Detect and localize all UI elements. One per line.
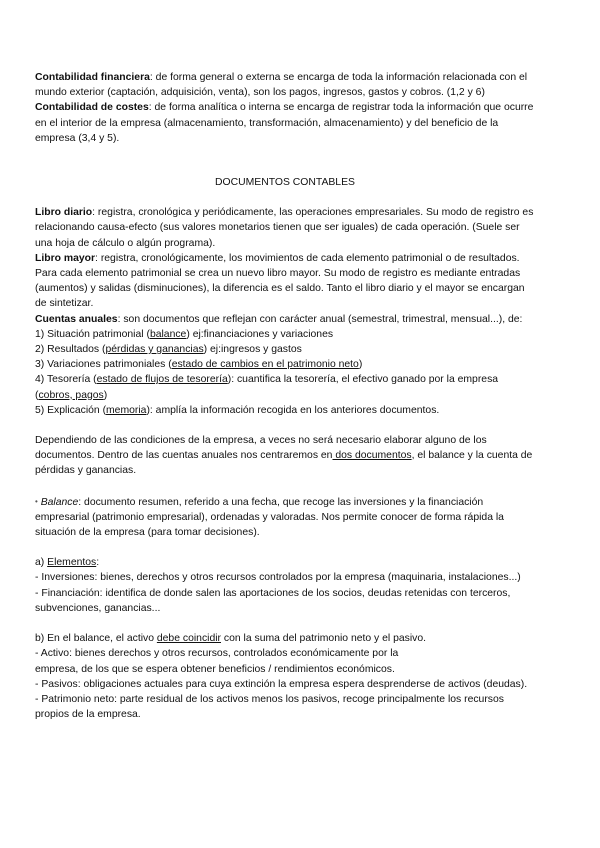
term-libro-mayor: Libro mayor [35, 252, 96, 264]
text-contabilidad-financiera: : de forma general o externa se encarga de toda la información relacionada con el mundo exterior (captación, adquisición, venta), son los pagos, ingresos, gastos y cobros. (1,2 y 6) [35, 72, 528, 99]
link-flujos-tesoreria: estado de flujos de tesorería [96, 374, 228, 386]
text-libro-diario: : registra, cronológica y periódicamente, las operaciones empresariales. Su modo de registro es relacionando causa-efecto (sus valores monetarios tienen que ser iguales) de cada operación. (Suele ser una hoja de cálculo o algún programa). [35, 207, 534, 249]
list-item-resultados: 2) Resultados (pérdidas y ganancias) ej:ingresos y gastos [35, 344, 302, 356]
patrimonio-neto-definition: - Patrimonio neto: parte residual de los activos menos los pasivos, recoge principalmente los recursos propios de la empresa. [35, 693, 504, 721]
text-contabilidad-costes: : de forma analítica o interna se encarga de registrar toda la información que ocurre en el interior de la empresa (almacenamiento, transformación, almacenamiento) y del beneficio de la empresa (3,4 y 5). [35, 102, 534, 144]
link-elementos: Elementos [47, 557, 97, 569]
paragraph-contabilidad-costes [35, 100, 535, 146]
list-item-variaciones-patrimoniales: 3) Variaciones patrimoniales (estado de cambios en el patrimonio neto) [35, 359, 363, 371]
link-debe-coincidir: debe coincidir [156, 633, 221, 645]
link-cobros-pagos: cobros, pagos [38, 389, 104, 401]
bullet-icon: • [35, 496, 38, 506]
paragraph-activo-coincidir: b) En el balance, el activo debe coincidir con la suma del patrimonio neto y el pasivo. [35, 633, 427, 645]
list-item-tesoreria: 4) Tesorería (estado de flujos de tesorería): cuantifica la tesorería, el efectivo ganado por la empresa (cobros, pagos) [35, 374, 499, 401]
paragraph-libro-mayor [35, 251, 535, 312]
term-contabilidad-financiera: Contabilidad financiera [35, 72, 150, 83]
link-memoria: memoria [106, 404, 147, 416]
text-libro-mayor: : registra, cronológicamente, los movimientos de cada elemento patrimonial o de resultados. Para cada elemento patrimonial se crea un nuevo libro mayor. Su modo de registro es mediante entradas (aumentos) y salidas (disminuciones), la diferencia es el saldo. Tanto el libro diario y el mayor se encargan de sintetizar. [35, 252, 525, 310]
link-balance: balance [149, 328, 187, 340]
elementos-heading: a) Elementos: [35, 557, 100, 569]
term-contabilidad-costes: Contabilidad de costes [35, 102, 149, 114]
link-dos-documentos: dos documentos [332, 450, 412, 462]
activo-line-1: - Activo: bienes derechos y otros recursos, controlados económicamente por la [35, 648, 399, 660]
text-balance: : documento resumen, referido a una fecha, que recoge las inversiones y la financiación empresarial (patrimonio empresarial), ordenadas y valoradas. Nos permite conocer de forma rápida la situación de la empresa (para tomar decisiones). [35, 496, 504, 539]
paragraph-cuentas-anuales [35, 312, 535, 327]
term-balance: Balance [40, 496, 79, 508]
activo-line-2: empresa, de los que se espera obtener beneficios / rendimientos económicos. [35, 663, 395, 675]
term-cuentas-anuales: Cuentas anuales [35, 313, 118, 325]
paragraph-balance [35, 494, 535, 541]
list-item-explicacion: 5) Explicación (memoria): amplía la información recogida en los anteriores documentos. [35, 404, 440, 416]
text-cuentas-anuales: : son documentos que reflejan con carácter anual (semestral, trimestral, mensual...), de: [117, 313, 523, 325]
paragraph-libro-diario [35, 205, 535, 251]
paragraph-contabilidad-financiera [35, 70, 535, 100]
document-page [35, 70, 535, 722]
pasivo-definition: - Pasivos: obligaciones actuales para cuya extinción la empresa espera desprenderse de activos (deudas). [35, 678, 528, 690]
link-perdidas-ganancias: pérdidas y ganancias [105, 344, 204, 356]
section-title: DOCUMENTOS CONTABLES [215, 177, 355, 189]
link-estado-cambios: estado de cambios en el patrimonio neto [171, 359, 359, 371]
list-item-situacion-patrimonial: 1) Situación patrimonial (balance) ej:financiaciones y variaciones [35, 328, 334, 340]
term-libro-diario: Libro diario [35, 207, 93, 219]
elementos-inversiones: - Inversiones: bienes, derechos y otros recursos controlados por la empresa (maquinaria, instalaciones...) [35, 572, 521, 584]
paragraph-dependiendo: Dependiendo de las condiciones de la empresa, a veces no será necesario elaborar alguno de los documentos. Dentro de las cuentas anuales nos centraremos en dos documentos, el balance y la cuenta de pérdidas y ganancias. [35, 435, 533, 477]
elementos-financiacion: - Financiación: identifica de donde salen las aportaciones de los socios, deudas retenidas con terceros, subvenciones, ganancias... [35, 587, 511, 614]
